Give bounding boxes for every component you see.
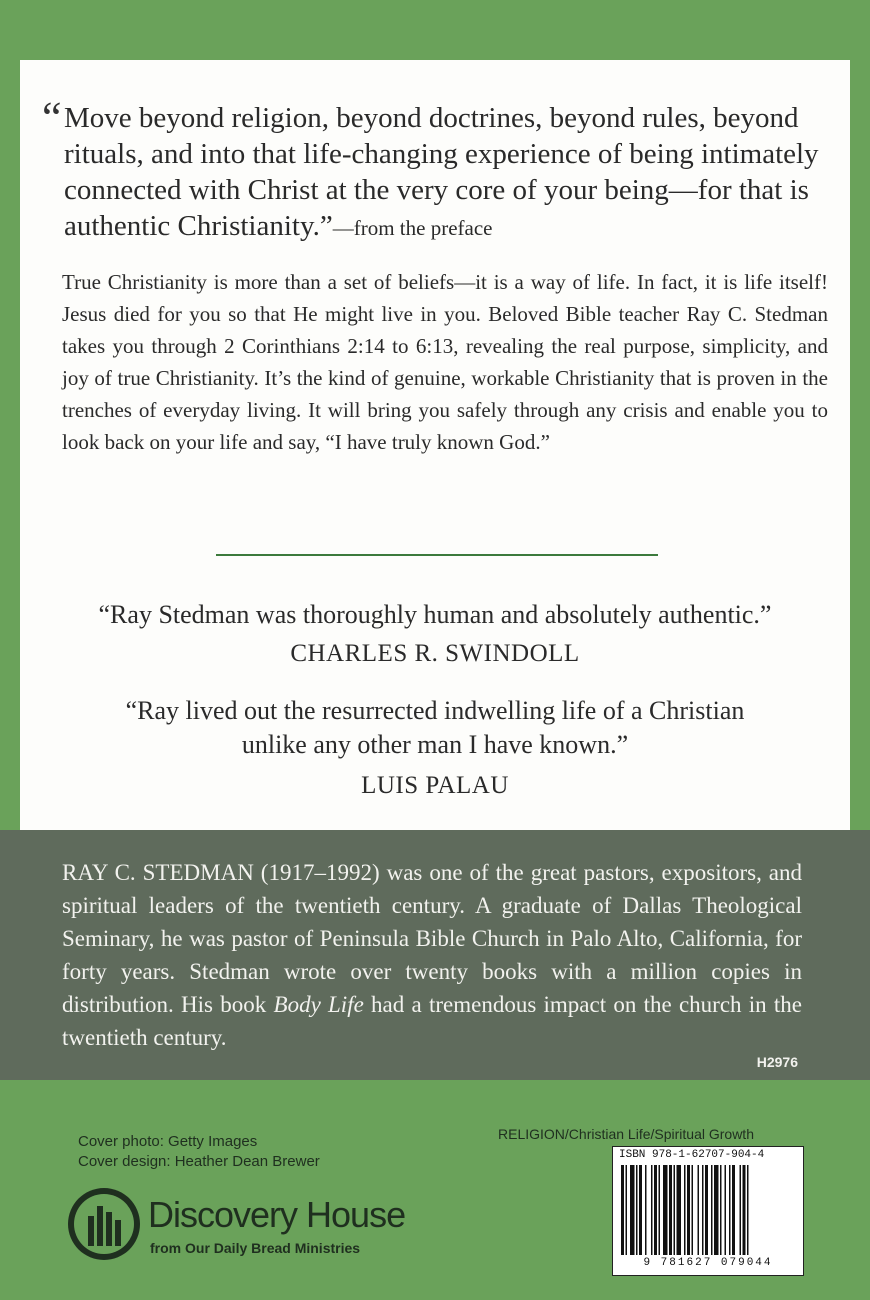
endorsement-name-2: LUIS PALAU: [361, 772, 509, 799]
cover-text-panel: [20, 60, 850, 830]
top-green-band: [0, 0, 870, 60]
photo-credit: Cover photo: Getty Images: [78, 1133, 258, 1150]
pull-quote-attribution: —from the preface: [332, 216, 493, 240]
bio-text-1: was one of the great pastors, expositors, and spiritual leaders of the twentieth century. A graduate of Dallas Theological Seminary, he was pastor of Peninsula Bible Church in Palo Alto, California, for forty years. Stedman wrote over twenty books with a million copies in distribution. His book: [62, 860, 803, 1017]
discovery-house-logo-icon: [66, 1186, 142, 1267]
isbn-barcode: [612, 1146, 804, 1276]
endorsement-quote-2-text: “Ray lived out the resurrected indwelling life of a Christian unlike any other man I have known.”: [125, 696, 745, 759]
bio-text-2: had a tremendous impact on the church in the twentieth century.: [62, 992, 803, 1050]
author-bio: [62, 856, 802, 1054]
author-lifespan: (1917–1992): [260, 860, 380, 885]
open-quote-mark: “: [42, 93, 62, 142]
pull-quote: [64, 100, 834, 246]
book-category: RELIGION/Christian Life/Spiritual Growth: [498, 1126, 754, 1142]
isbn-label: ISBN 978-1-62707-904-4: [619, 1149, 765, 1161]
book-description: True Christianity is more than a set of beliefs—it is a way of life. In fact, it is life itself! Jesus died for you so that He might live in you. Beloved Bible teacher Ray C. Stedman takes you through 2 Corinthians 2:14 to 6:13, revealing the real purpose, simplicity, and joy of true Christianity. It’s the kind of genuine, workable Christianity that is proven in the trenches of everyday living. It will bring you safely through any crisis and enable you to look back on your life and say, “I have truly known God.”: [62, 270, 828, 454]
publisher-name: Discovery House: [148, 1194, 406, 1235]
product-code: H2976: [756, 1054, 798, 1070]
barcode-digits: 9 781627 079044: [643, 1257, 773, 1269]
divider-rule: [216, 554, 658, 556]
pull-quote-text: Move beyond religion, beyond doctrines, beyond rules, beyond rituals, and into that life-changing experience of being intimately connected with Christ at the very core of your being—for that is authentic Christianity.”: [64, 102, 819, 242]
endorsement-name-1: CHARLES R. SWINDOLL: [290, 640, 580, 667]
cover-credits: [78, 1132, 320, 1172]
publisher-tagline: from Our Daily Bread Ministries: [150, 1240, 361, 1256]
author-name: RAY C. STEDMAN: [62, 860, 254, 885]
bio-book-title: Body Life: [273, 992, 364, 1017]
barcode-icon: [621, 1165, 795, 1255]
author-bio-band: [0, 830, 870, 1080]
endorsement-quote-2: [115, 694, 755, 762]
design-credit: Cover design: Heather Dean Brewer: [78, 1153, 320, 1170]
endorsement-quote-1: “Ray Stedman was thoroughly human and absolutely authentic.”: [98, 600, 772, 629]
